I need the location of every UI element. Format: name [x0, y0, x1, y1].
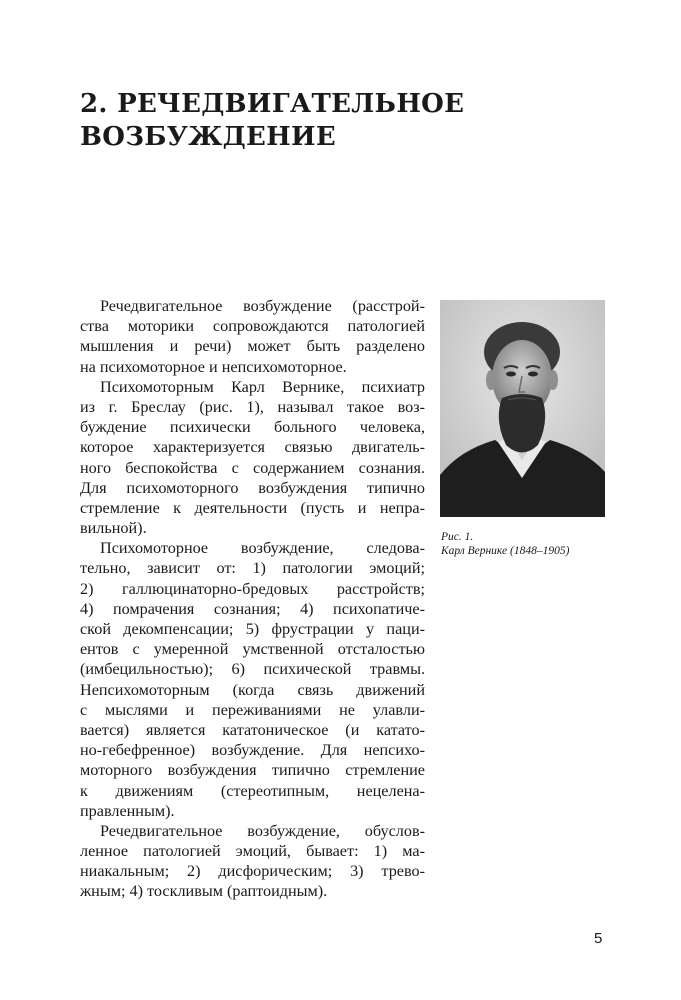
text-line: правленным).: [80, 801, 175, 820]
text-line: к движениям (стереотипным, нецелена-: [80, 781, 425, 800]
text-line: с мыслями и переживаниями не улавли-: [80, 700, 425, 719]
text-line: вается) является кататоническое (и катато-: [80, 720, 425, 739]
body-text: [80, 296, 425, 902]
portrait-image: [440, 300, 605, 517]
text-line: Непсихомоторным (когда связь движений: [80, 680, 425, 699]
page-number: 5: [594, 930, 603, 947]
text-line: но-гебефренное) возбуждение. Для непсихо-: [80, 741, 425, 760]
figure-description: Карл Вернике (1848–1905): [441, 545, 570, 557]
text-line: которое характеризуется связью двигатель-: [80, 438, 425, 457]
chapter-heading-line-2: ВОЗБУЖДЕНИЕ: [80, 122, 336, 152]
text-line: Психомоторное возбуждение, следова-: [100, 539, 425, 558]
text-line: 4) помрачения сознания; 4) психопатиче-: [80, 599, 425, 618]
text-line: Речедвигательное возбуждение, обуслов-: [100, 821, 425, 840]
text-line: ленное патологией эмоций, бывает: 1) ма-: [80, 842, 425, 861]
text-line: ентов с умеренной умственной отсталостью: [80, 640, 425, 659]
text-line: ства моторики сопровождаются патологией: [80, 317, 425, 336]
chapter-heading: [80, 88, 520, 154]
text-line: Речедвигательное возбуждение (расстрой-: [100, 297, 425, 315]
figure-caption: [441, 530, 641, 558]
text-line: на психомоторное и непсихомоторное.: [80, 357, 347, 376]
text-line: Для психомоторного возбуждения типично: [80, 478, 425, 497]
text-line: Психомоторным Карл Вернике, психиатр: [100, 377, 425, 396]
text-line: ного беспокойства с содержанием сознания.: [80, 458, 425, 477]
text-line: мышления и речи) может быть разделено: [80, 337, 425, 356]
text-line: из г. Бреслау (рис. 1), называл такое воз-: [80, 397, 425, 416]
text-line: (имбецильностью); 6) психической травмы.: [80, 660, 425, 679]
text-line: стремление к деятельности (пусть и непра-: [80, 498, 425, 517]
chapter-heading-line-1: 2. РЕЧЕДВИГАТЕЛЬНОЕ: [80, 89, 465, 119]
portrait-photo: [440, 300, 605, 517]
text-line: вильной).: [80, 519, 147, 538]
text-line: тельно, зависит от: 1) патологии эмоций;: [80, 559, 425, 578]
text-line: 2) галлюцинаторно-бредовых расстройств;: [80, 579, 425, 598]
text-line: жным; 4) тоскливым (раптоидным).: [80, 882, 328, 901]
text-line: буждение психически больного человека,: [80, 418, 425, 437]
text-line: ниакальным; 2) дисфорическим; 3) трево-: [80, 862, 425, 881]
text-line: ской декомпенсации; 5) фрустрации у паци-: [80, 620, 425, 638]
text-line: моторного возбуждения типично стремление: [80, 761, 425, 780]
figure-label: Рис. 1.: [441, 531, 474, 543]
